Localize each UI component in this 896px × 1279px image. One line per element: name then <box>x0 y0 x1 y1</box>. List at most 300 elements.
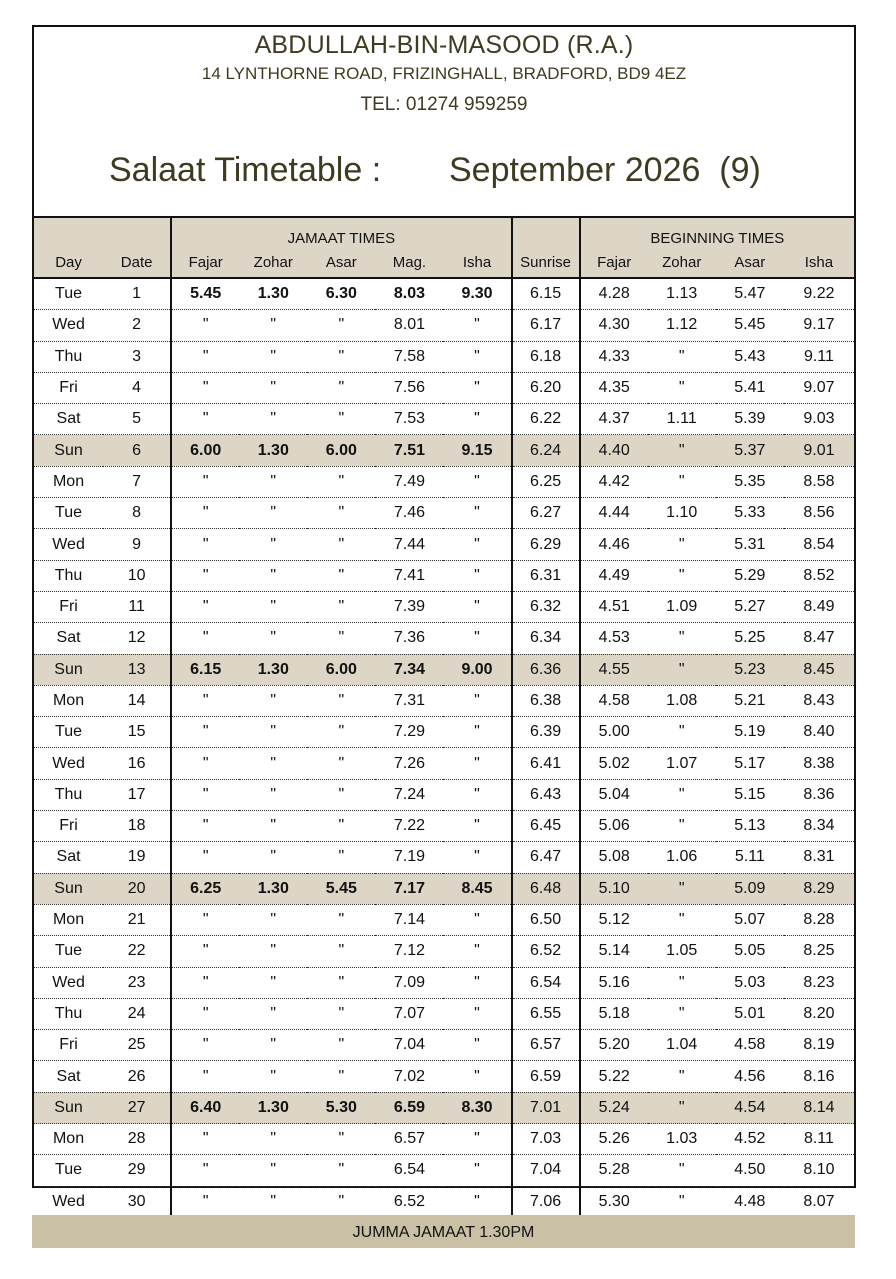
begin-zohar-cell: 1.09 <box>648 591 716 622</box>
jamaat-maghrib-cell: 6.54 <box>375 1155 443 1186</box>
begin-zohar-cell: 1.06 <box>648 842 716 873</box>
day-cell: Fri <box>34 372 103 403</box>
jamaat-isha-cell: 9.15 <box>443 435 511 466</box>
table-row <box>34 1092 854 1123</box>
table-row <box>34 310 854 341</box>
day-cell: Sat <box>34 404 103 435</box>
table-row <box>34 717 854 748</box>
jamaat-isha-cell: " <box>443 936 511 967</box>
day-cell: Mon <box>34 1124 103 1155</box>
begin-isha-cell: 8.23 <box>784 967 854 998</box>
day-cell: Fri <box>34 591 103 622</box>
sunrise-cell: 6.41 <box>512 748 580 779</box>
date-cell: 19 <box>103 842 171 873</box>
jamaat-fajar-cell: 6.15 <box>171 654 239 685</box>
begin-asar-cell: 5.41 <box>716 372 784 403</box>
begin-isha-cell: 8.34 <box>784 811 854 842</box>
table-row <box>34 466 854 497</box>
sunrise-cell: 6.57 <box>512 1030 580 1061</box>
day-cell: Thu <box>34 998 103 1029</box>
jamaat-maghrib-cell: 7.26 <box>375 748 443 779</box>
jamaat-fajar-cell: " <box>171 1186 239 1217</box>
begin-fajar-cell: 4.51 <box>580 591 648 622</box>
sunrise-cell: 7.04 <box>512 1155 580 1186</box>
jamaat-maghrib-cell: 7.02 <box>375 1061 443 1092</box>
begin-asar-cell: 5.17 <box>716 748 784 779</box>
jamaat-zohar-cell: " <box>239 998 307 1029</box>
jamaat-zohar-cell: " <box>239 341 307 372</box>
jamaat-times-header: JAMAAT TIMES <box>171 218 511 247</box>
date-cell: 21 <box>103 904 171 935</box>
column-header-jamaat-asar: Asar <box>307 247 375 278</box>
jamaat-zohar-cell: " <box>239 466 307 497</box>
column-header-begin-fajar: Fajar <box>580 247 648 278</box>
jamaat-zohar-cell: " <box>239 404 307 435</box>
begin-asar-cell: 5.45 <box>716 310 784 341</box>
begin-zohar-cell: " <box>648 654 716 685</box>
sunrise-cell: 6.34 <box>512 623 580 654</box>
beginning-times-header: BEGINNING TIMES <box>580 218 854 247</box>
begin-fajar-cell: 5.26 <box>580 1124 648 1155</box>
jamaat-isha-cell: " <box>443 842 511 873</box>
begin-zohar-cell: " <box>648 560 716 591</box>
begin-zohar-cell: 1.08 <box>648 685 716 716</box>
day-cell: Tue <box>34 278 103 310</box>
jamaat-zohar-cell: " <box>270 1192 277 1210</box>
jamaat-fajar-cell: " <box>171 372 239 403</box>
jamaat-fajar-cell: " <box>171 466 239 497</box>
telephone-line: TEL: 01274 959259 <box>360 94 528 115</box>
table-row <box>34 591 854 622</box>
timetable-title: Salaat Timetable : <box>109 151 382 189</box>
begin-isha-cell: 9.03 <box>784 404 854 435</box>
jamaat-maghrib-cell: 7.34 <box>375 654 443 685</box>
table-row <box>34 560 854 591</box>
column-header-jamaat-zohar: Zohar <box>239 247 307 278</box>
day-cell: Thu <box>34 560 103 591</box>
jamaat-maghrib-cell: 7.36 <box>375 623 443 654</box>
day-cell: Wed <box>34 310 103 341</box>
jamaat-fajar-cell: " <box>171 967 239 998</box>
begin-zohar-cell: " <box>648 779 716 810</box>
table-row <box>34 779 854 810</box>
begin-zohar-cell: " <box>648 1155 716 1186</box>
column-header-sunrise: Sunrise <box>512 247 580 278</box>
begin-asar-cell: 5.27 <box>716 591 784 622</box>
table-row <box>34 341 854 372</box>
date-cell: 17 <box>103 779 171 810</box>
column-header-begin-isha: Isha <box>784 247 854 278</box>
date-cell: 15 <box>103 717 171 748</box>
date-cell: 28 <box>103 1124 171 1155</box>
jamaat-asar-cell: " <box>307 372 375 403</box>
sunrise-cell: 6.27 <box>512 498 580 529</box>
begin-asar-cell: 5.31 <box>716 529 784 560</box>
jamaat-asar-cell: " <box>307 1124 375 1155</box>
sunrise-cell: 6.52 <box>512 936 580 967</box>
begin-zohar-cell: " <box>648 435 716 466</box>
date-cell: 10 <box>103 560 171 591</box>
begin-asar-cell: 5.35 <box>716 466 784 497</box>
jamaat-isha-cell: 8.30 <box>443 1092 511 1123</box>
prayer-times-table <box>34 218 854 1217</box>
table-row <box>34 372 854 403</box>
jamaat-maghrib-cell: 7.22 <box>375 811 443 842</box>
jamaat-zohar-cell: " <box>239 842 307 873</box>
jamaat-zohar-cell: " <box>239 967 307 998</box>
begin-zohar-cell: 1.05 <box>648 936 716 967</box>
jamaat-zohar-cell: " <box>239 1061 307 1092</box>
day-cell: Sun <box>34 654 103 685</box>
day-cell: Tue <box>34 1155 103 1186</box>
begin-isha-cell: 8.49 <box>784 591 854 622</box>
begin-isha-cell: 8.29 <box>784 873 854 904</box>
table-row <box>34 998 854 1029</box>
begin-zohar-cell: 1.04 <box>648 1030 716 1061</box>
begin-fajar-cell: 5.20 <box>580 1030 648 1061</box>
jamaat-maghrib-cell: 7.51 <box>375 435 443 466</box>
jamaat-asar-cell: " <box>307 310 375 341</box>
jamaat-maghrib-cell: 7.39 <box>375 591 443 622</box>
jamaat-fajar-cell: " <box>171 1061 239 1092</box>
table-row <box>34 1030 854 1061</box>
begin-asar-cell: 5.01 <box>716 998 784 1029</box>
jamaat-fajar-cell: " <box>171 842 239 873</box>
jamaat-fajar-cell: " <box>171 498 239 529</box>
jamaat-isha-cell: 9.00 <box>443 654 511 685</box>
jamaat-asar-cell: " <box>307 498 375 529</box>
begin-asar-cell: 5.09 <box>716 873 784 904</box>
day-cell: Wed <box>52 1192 85 1210</box>
jamaat-zohar-cell: " <box>239 529 307 560</box>
begin-fajar-cell: 4.28 <box>580 278 648 310</box>
jamaat-maghrib-cell: 6.59 <box>375 1092 443 1123</box>
begin-fajar-cell: 5.24 <box>580 1092 648 1123</box>
jamaat-maghrib-cell: 7.17 <box>375 873 443 904</box>
sunrise-cell: 6.48 <box>512 873 580 904</box>
group-header-blank <box>34 218 171 247</box>
date-cell: 5 <box>103 404 171 435</box>
begin-asar-cell: 5.25 <box>716 623 784 654</box>
begin-isha-cell: 8.14 <box>784 1092 854 1123</box>
day-cell: Sat <box>34 1061 103 1092</box>
jamaat-isha-cell: 8.45 <box>443 873 511 904</box>
sunrise-cell: 6.29 <box>512 529 580 560</box>
table-row <box>34 278 854 310</box>
jamaat-fajar-cell: " <box>171 1124 239 1155</box>
begin-asar-cell: 5.19 <box>716 717 784 748</box>
jamaat-maghrib-cell: 6.57 <box>375 1124 443 1155</box>
begin-zohar-cell: " <box>648 1092 716 1123</box>
column-header-day: Day <box>34 247 103 278</box>
table-row <box>34 811 854 842</box>
sunrise-cell: 6.59 <box>512 1061 580 1092</box>
begin-isha-cell: 9.01 <box>784 435 854 466</box>
begin-asar-cell: 5.11 <box>716 842 784 873</box>
date-cell: 16 <box>103 748 171 779</box>
jamaat-asar-cell: 5.45 <box>307 873 375 904</box>
jamaat-zohar-cell: 1.30 <box>239 873 307 904</box>
jamaat-asar-cell: " <box>307 811 375 842</box>
begin-fajar-cell: 4.58 <box>580 685 648 716</box>
begin-fajar-cell: 4.49 <box>580 560 648 591</box>
jumma-footer: JUMMA JAMAAT 1.30PM <box>32 1215 855 1248</box>
sunrise-group-blank <box>512 218 580 247</box>
day-cell: Mon <box>34 904 103 935</box>
jamaat-zohar-cell: " <box>239 811 307 842</box>
jamaat-zohar-cell: " <box>239 498 307 529</box>
sunrise-cell: 7.03 <box>512 1124 580 1155</box>
jamaat-maghrib-cell: 7.24 <box>375 779 443 810</box>
day-cell: Wed <box>34 748 103 779</box>
begin-fajar-cell: 4.44 <box>580 498 648 529</box>
day-cell: Mon <box>34 466 103 497</box>
jamaat-asar-cell: 6.00 <box>307 435 375 466</box>
begin-isha-cell: 8.40 <box>784 717 854 748</box>
begin-isha-cell: 8.11 <box>784 1124 854 1155</box>
begin-asar-cell: 4.54 <box>716 1092 784 1123</box>
sunrise-cell: 6.25 <box>512 466 580 497</box>
sunrise-cell: 6.39 <box>512 717 580 748</box>
begin-fajar-cell: 4.30 <box>580 310 648 341</box>
jamaat-fajar-cell: " <box>171 685 239 716</box>
jamaat-zohar-cell: " <box>239 936 307 967</box>
jamaat-fajar-cell: " <box>171 904 239 935</box>
begin-isha-cell: 8.19 <box>784 1030 854 1061</box>
jamaat-fajar-cell: " <box>171 404 239 435</box>
sunrise-cell: 6.22 <box>512 404 580 435</box>
sunrise-cell: 6.24 <box>512 435 580 466</box>
jamaat-maghrib-cell: 7.12 <box>375 936 443 967</box>
begin-isha-cell: 8.54 <box>784 529 854 560</box>
day-cell: Tue <box>34 936 103 967</box>
jamaat-maghrib-cell: 7.58 <box>375 341 443 372</box>
begin-asar-cell: 5.33 <box>716 498 784 529</box>
jamaat-isha-cell: " <box>474 1192 480 1210</box>
timetable-body <box>34 278 854 1217</box>
table-row <box>34 1186 854 1217</box>
jamaat-maghrib-cell: 7.04 <box>375 1030 443 1061</box>
begin-zohar-cell: " <box>648 717 716 748</box>
begin-zohar-cell: " <box>678 1192 685 1210</box>
day-cell: Sun <box>34 435 103 466</box>
begin-isha-cell: 8.56 <box>784 498 854 529</box>
begin-isha-cell: 8.45 <box>784 654 854 685</box>
jamaat-zohar-cell: " <box>239 904 307 935</box>
sunrise-cell: 7.01 <box>512 1092 580 1123</box>
jamaat-zohar-cell: " <box>239 1155 307 1186</box>
day-cell: Tue <box>34 717 103 748</box>
jamaat-zohar-cell: " <box>239 372 307 403</box>
table-row <box>34 404 854 435</box>
table-row <box>34 623 854 654</box>
jamaat-asar-cell: " <box>307 623 375 654</box>
jamaat-isha-cell: " <box>443 998 511 1029</box>
begin-asar-cell: 5.47 <box>716 278 784 310</box>
begin-isha-cell: 8.38 <box>784 748 854 779</box>
begin-fajar-cell: 5.14 <box>580 936 648 967</box>
jamaat-fajar-cell: 6.00 <box>171 435 239 466</box>
begin-zohar-cell: 1.10 <box>648 498 716 529</box>
begin-isha-cell: 8.07 <box>803 1192 835 1210</box>
jamaat-zohar-cell: 1.30 <box>239 1092 307 1123</box>
jamaat-isha-cell: " <box>443 404 511 435</box>
sunrise-cell: 6.31 <box>512 560 580 591</box>
begin-fajar-cell: 4.33 <box>580 341 648 372</box>
begin-fajar-cell: 5.22 <box>580 1061 648 1092</box>
begin-fajar-cell: 4.37 <box>580 404 648 435</box>
column-header-date: Date <box>103 247 171 278</box>
timetable-month: September 2026 (9) <box>449 151 761 189</box>
begin-zohar-cell: " <box>648 967 716 998</box>
table-row <box>34 936 854 967</box>
jamaat-asar-cell: 5.30 <box>307 1092 375 1123</box>
table-row <box>34 1061 854 1092</box>
begin-isha-cell: 8.16 <box>784 1061 854 1092</box>
sunrise-cell: 6.32 <box>512 591 580 622</box>
table-row <box>34 842 854 873</box>
jamaat-isha-cell: " <box>443 341 511 372</box>
begin-isha-cell: 8.47 <box>784 623 854 654</box>
sunrise-cell: 6.18 <box>512 341 580 372</box>
jamaat-maghrib-cell: 7.09 <box>375 967 443 998</box>
jamaat-maghrib-cell: 8.01 <box>375 310 443 341</box>
jamaat-fajar-cell: " <box>171 310 239 341</box>
begin-isha-cell: 8.10 <box>784 1155 854 1186</box>
jamaat-maghrib-cell: 7.49 <box>375 466 443 497</box>
date-cell: 2 <box>103 310 171 341</box>
begin-asar-cell: 5.29 <box>716 560 784 591</box>
jamaat-isha-cell: " <box>443 967 511 998</box>
column-header-jamaat-isha: Isha <box>443 247 511 278</box>
begin-fajar-cell: 5.00 <box>580 717 648 748</box>
begin-asar-cell: 4.56 <box>716 1061 784 1092</box>
column-header-jamaat-fajar: Fajar <box>171 247 239 278</box>
begin-fajar-cell: 4.40 <box>580 435 648 466</box>
begin-fajar-cell: 5.02 <box>580 748 648 779</box>
begin-asar-cell: 4.48 <box>734 1192 766 1210</box>
table-row <box>34 904 854 935</box>
jamaat-asar-cell: " <box>307 1030 375 1061</box>
jamaat-asar-cell: " <box>307 560 375 591</box>
jamaat-fajar-cell: 6.25 <box>171 873 239 904</box>
begin-fajar-cell: 5.10 <box>580 873 648 904</box>
date-cell: 8 <box>103 498 171 529</box>
table-row <box>34 748 854 779</box>
begin-asar-cell: 5.23 <box>716 654 784 685</box>
jamaat-isha-cell: " <box>443 811 511 842</box>
date-cell: 24 <box>103 998 171 1029</box>
begin-asar-cell: 5.43 <box>716 341 784 372</box>
column-header-row <box>34 247 854 278</box>
date-cell: 13 <box>103 654 171 685</box>
begin-isha-cell: 8.28 <box>784 904 854 935</box>
jamaat-maghrib-cell: 7.07 <box>375 998 443 1029</box>
begin-fajar-cell: 5.06 <box>580 811 648 842</box>
begin-asar-cell: 5.39 <box>716 404 784 435</box>
day-cell: Sat <box>34 842 103 873</box>
begin-fajar-cell: 5.28 <box>580 1155 648 1186</box>
jamaat-fajar-cell: " <box>171 811 239 842</box>
jamaat-asar-cell: " <box>307 1061 375 1092</box>
sunrise-cell: 6.15 <box>512 278 580 310</box>
begin-asar-cell: 5.07 <box>716 904 784 935</box>
group-header-row <box>34 218 854 247</box>
jamaat-zohar-cell: " <box>239 1124 307 1155</box>
jamaat-asar-cell: " <box>307 591 375 622</box>
date-cell: 25 <box>103 1030 171 1061</box>
date-cell: 14 <box>103 685 171 716</box>
date-cell: 6 <box>103 435 171 466</box>
jamaat-fajar-cell: " <box>171 1155 239 1186</box>
jamaat-maghrib-cell: 7.44 <box>375 529 443 560</box>
jamaat-maghrib-cell: 7.53 <box>375 404 443 435</box>
jamaat-isha-cell: " <box>443 904 511 935</box>
day-cell: Fri <box>34 1030 103 1061</box>
jamaat-isha-cell: " <box>443 498 511 529</box>
jamaat-fajar-cell: " <box>171 748 239 779</box>
date-cell: 29 <box>103 1155 171 1186</box>
begin-zohar-cell: " <box>648 873 716 904</box>
table-row <box>34 685 854 716</box>
jamaat-zohar-cell: " <box>239 623 307 654</box>
jamaat-maghrib-cell: 7.46 <box>375 498 443 529</box>
begin-fajar-cell: 5.08 <box>580 842 648 873</box>
jamaat-asar-cell: " <box>307 998 375 1029</box>
jamaat-isha-cell: " <box>443 529 511 560</box>
jamaat-isha-cell: " <box>443 685 511 716</box>
jamaat-zohar-cell: " <box>239 560 307 591</box>
begin-isha-cell: 8.25 <box>784 936 854 967</box>
begin-asar-cell: 5.21 <box>716 685 784 716</box>
begin-fajar-cell: 4.35 <box>580 372 648 403</box>
jamaat-asar-cell: 6.30 <box>307 278 375 310</box>
organisation-name: ABDULLAH-BIN-MASOOD (R.A.) <box>254 31 634 59</box>
jamaat-maghrib-cell: 7.41 <box>375 560 443 591</box>
table-row <box>34 967 854 998</box>
begin-fajar-cell: 4.53 <box>580 623 648 654</box>
sunrise-cell: 6.54 <box>512 967 580 998</box>
day-cell: Wed <box>34 529 103 560</box>
begin-asar-cell: 4.58 <box>716 1030 784 1061</box>
begin-zohar-cell: " <box>648 623 716 654</box>
jamaat-zohar-cell: " <box>239 717 307 748</box>
jamaat-zohar-cell: " <box>239 685 307 716</box>
sunrise-cell: 6.36 <box>512 654 580 685</box>
jamaat-zohar-cell: " <box>239 779 307 810</box>
begin-isha-cell: 8.58 <box>784 466 854 497</box>
jamaat-isha-cell: " <box>443 1061 511 1092</box>
day-cell: Tue <box>34 498 103 529</box>
jamaat-fajar-cell: " <box>171 998 239 1029</box>
date-cell: 12 <box>103 623 171 654</box>
begin-fajar-cell: 5.12 <box>580 904 648 935</box>
jamaat-asar-cell: " <box>307 842 375 873</box>
jamaat-asar-cell: " <box>307 779 375 810</box>
jamaat-fajar-cell: " <box>171 623 239 654</box>
jamaat-maghrib-cell: 7.56 <box>375 372 443 403</box>
begin-isha-cell: 9.17 <box>784 310 854 341</box>
date-cell: 18 <box>103 811 171 842</box>
table-row <box>34 1124 854 1155</box>
jamaat-fajar-cell: " <box>171 529 239 560</box>
jamaat-isha-cell: " <box>443 1155 511 1186</box>
jamaat-asar-cell: " <box>307 466 375 497</box>
table-row <box>34 1155 854 1186</box>
jamaat-asar-cell: " <box>307 529 375 560</box>
begin-zohar-cell: 1.11 <box>648 404 716 435</box>
jamaat-asar-cell: " <box>307 748 375 779</box>
